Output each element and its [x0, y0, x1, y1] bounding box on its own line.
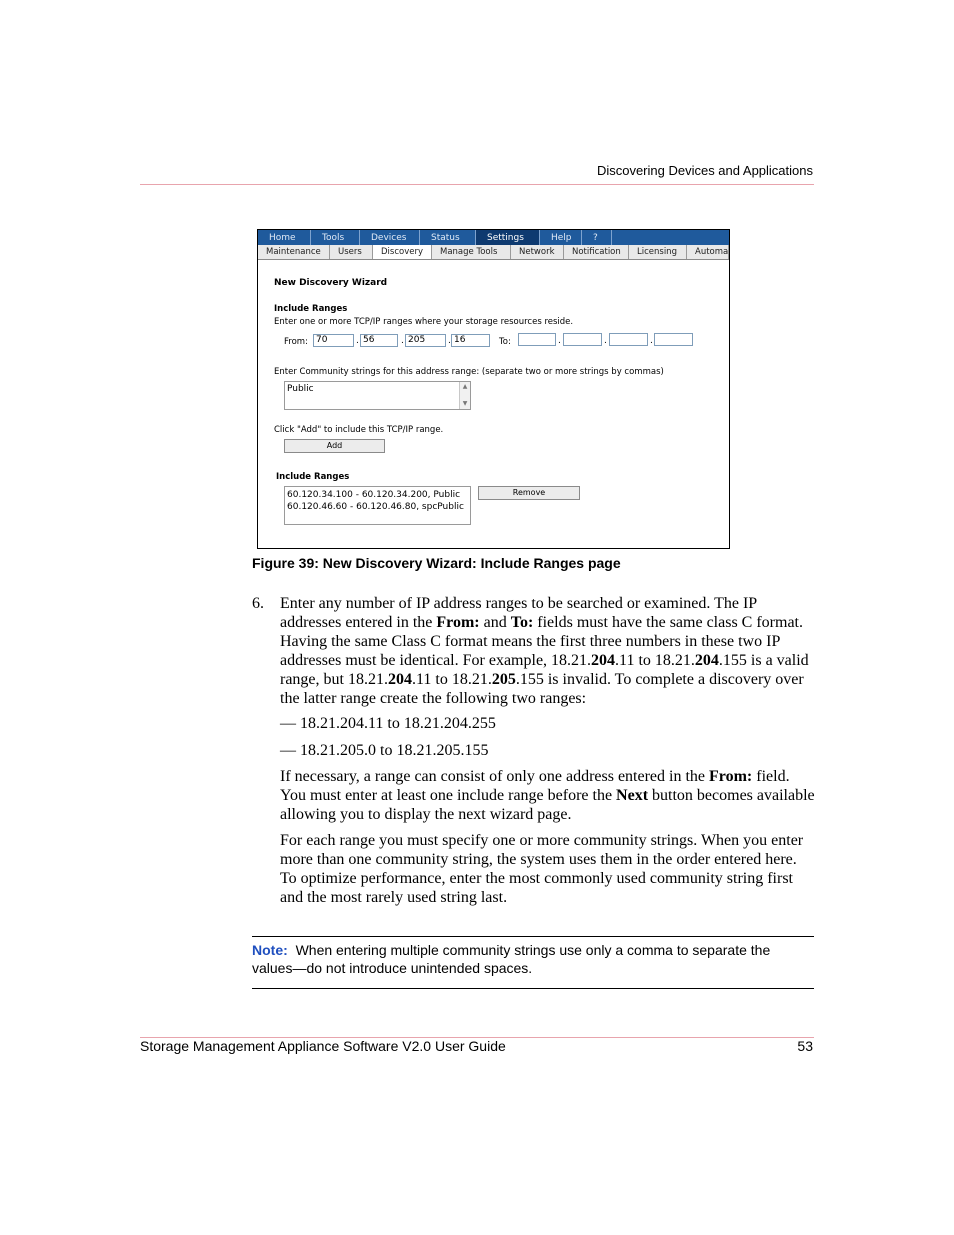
subtab-manage-tools[interactable]: Manage Tools [432, 245, 511, 259]
to-octet-2[interactable] [563, 333, 602, 346]
note-bottom-rule [252, 988, 814, 989]
note-label: Note: [252, 942, 288, 958]
text-run: 204 [591, 652, 616, 669]
figure-screenshot [257, 229, 730, 549]
text-run: .11 to 18.21. [615, 652, 695, 669]
textarea-scrollbar[interactable] [459, 382, 470, 409]
list-item[interactable]: 60.120.34.100 - 60.120.34.200, Public [287, 490, 461, 500]
section-heading: Include Ranges [274, 304, 348, 314]
to-octet-4[interactable] [654, 333, 693, 346]
step-paragraph-3: For each range you must specify one or more community strings. When you enter more than one community string, the system uses them in the order entered here. To optimize performance, enter the most commonly used community string first and the most rarely used string last. [280, 832, 804, 906]
note-text: When entering multiple community strings use only a comma to separate the values—do not introduce unintended spaces. [252, 942, 771, 976]
step-paragraph-1 [280, 594, 815, 708]
text-run: 204 [387, 671, 412, 688]
add-button[interactable]: Add [284, 439, 385, 453]
text-run: If necessary, a range can consist of only one address entered in the [280, 768, 710, 785]
dot-separator: . [650, 336, 653, 346]
subtab-notification[interactable]: Notification [564, 245, 629, 259]
wizard-title: New Discovery Wizard [274, 278, 388, 288]
text-run: From: [436, 614, 480, 631]
scroll-up-icon[interactable]: ▲ [462, 383, 468, 390]
community-value: Public [287, 384, 314, 394]
subtab-licensing[interactable]: Licensing [629, 245, 687, 259]
dot-separator: . [558, 336, 561, 346]
text-run: field. You must enter at least one include range before the [280, 768, 790, 804]
tab-settings[interactable]: Settings [476, 230, 540, 245]
ranges-listbox[interactable] [284, 486, 471, 525]
text-run: .155 is invalid. To complete a discovery over the latter range create the following two ranges: [280, 671, 804, 707]
sub-nav [258, 245, 729, 260]
list-heading: Include Ranges [276, 472, 350, 482]
community-strings-input[interactable] [284, 381, 471, 410]
from-octet-3[interactable]: 205 [405, 334, 446, 347]
to-octet-3[interactable] [609, 333, 648, 346]
text-run: fields must have the same class C format. Having the same Class C format means the first three numbers in these two IP addresses must be identical. For example, 18.21. [280, 614, 803, 669]
text-run: Enter any number of IP address ranges to be searched or examined. The IP addresses entered in the [280, 595, 757, 631]
top-nav [258, 230, 729, 245]
dot-separator: . [356, 336, 359, 346]
tab-status[interactable]: Status [420, 230, 476, 245]
header-rule [140, 184, 814, 185]
dot-separator: . [401, 336, 404, 346]
note-box [252, 941, 814, 977]
text-run: .155 is a valid range, but 18.21. [280, 652, 809, 688]
from-octet-1[interactable]: 70 [313, 334, 354, 347]
page-number: 53 [797, 1038, 813, 1054]
from-label: From: [284, 337, 308, 347]
text-run: 204 [694, 652, 719, 669]
scroll-down-icon[interactable]: ▼ [462, 400, 468, 407]
subtab-network[interactable]: Network [511, 245, 564, 259]
note-top-rule [252, 936, 814, 937]
from-octet-2[interactable]: 56 [360, 334, 398, 347]
subtab-users[interactable]: Users [330, 245, 373, 259]
figure-caption: Figure 39: New Discovery Wizard: Include Ranges page [252, 555, 621, 571]
remove-button[interactable]: Remove [478, 486, 580, 500]
text-run: From: [709, 768, 753, 785]
running-header: Discovering Devices and Applications [596, 163, 813, 178]
community-instruction: Enter Community strings for this address range: (separate two or more strings by commas) [274, 367, 664, 377]
subtab-discovery[interactable]: Discovery [373, 245, 432, 259]
add-instruction: Click "Add" to include this TCP/IP range. [274, 425, 444, 435]
footer-title: Storage Management Appliance Software V2.0 User Guide [140, 1038, 506, 1054]
step-number: 6. [252, 595, 264, 612]
range-example-1: — 18.21.204.11 to 18.21.204.255 [280, 715, 496, 732]
tab-question[interactable]: ? [582, 230, 612, 245]
step-paragraph-2 [280, 767, 815, 824]
subtab-maintenance[interactable]: Maintenance [258, 245, 330, 259]
list-item[interactable]: 60.120.46.60 - 60.120.46.80, spcPublic [287, 502, 464, 512]
to-octet-1[interactable] [518, 333, 556, 346]
range-example-2: — 18.21.205.0 to 18.21.205.155 [280, 742, 489, 759]
dot-separator: . [604, 336, 607, 346]
tab-devices[interactable]: Devices [360, 230, 420, 245]
from-octet-4[interactable]: 16 [451, 334, 490, 347]
dot-separator: . [448, 336, 451, 346]
subtab-automation[interactable]: Automa [687, 245, 729, 259]
tab-help[interactable]: Help [540, 230, 582, 245]
text-run: To: [510, 614, 534, 631]
text-run: .11 to 18.21. [411, 671, 492, 688]
text-run: button becomes available allowing you to display the next wizard page. [280, 787, 815, 823]
tab-tools[interactable]: Tools [311, 230, 360, 245]
to-label: To: [499, 337, 511, 347]
range-instruction: Enter one or more TCP/IP ranges where your storage resources reside. [274, 317, 574, 327]
text-run: and [479, 614, 511, 631]
text-run: Next [616, 787, 649, 804]
tab-home[interactable]: Home [258, 230, 311, 245]
text-run: 205 [491, 671, 516, 688]
